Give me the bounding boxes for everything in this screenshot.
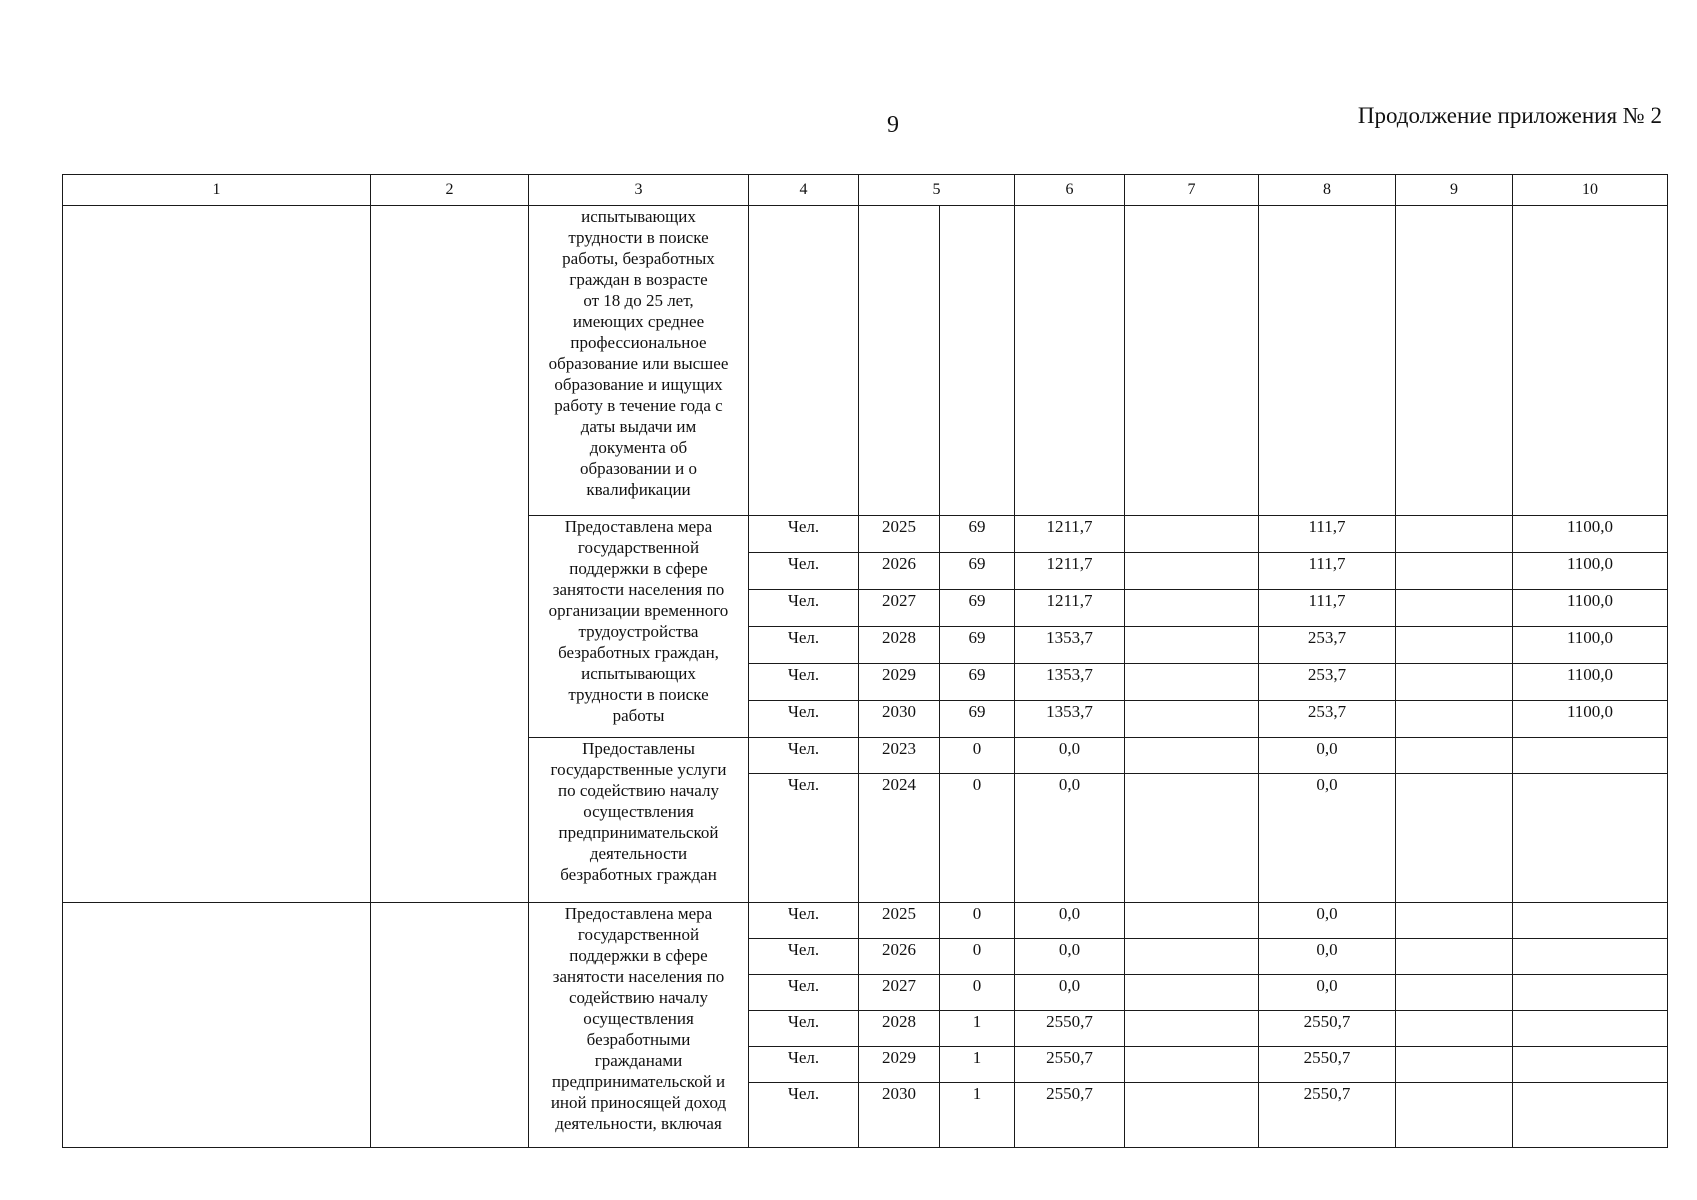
col8-value: 0,0 bbox=[1259, 903, 1396, 939]
data-table bbox=[62, 174, 1668, 1148]
col6-value: 0,0 bbox=[1015, 903, 1125, 939]
col10-value bbox=[1513, 206, 1668, 516]
col9-value bbox=[1396, 516, 1513, 553]
col8-value: 2550,7 bbox=[1259, 1083, 1396, 1148]
col6-value: 1211,7 bbox=[1015, 590, 1125, 627]
year-cell: 2025 bbox=[859, 903, 940, 939]
unit-cell: Чел. bbox=[749, 738, 859, 774]
year-cell: 2029 bbox=[859, 664, 940, 701]
count-cell: 69 bbox=[940, 553, 1015, 590]
col10-value bbox=[1513, 939, 1668, 975]
year-cell: 2029 bbox=[859, 1047, 940, 1083]
col7-value bbox=[1125, 664, 1259, 701]
unit-cell bbox=[749, 206, 859, 516]
col9-value bbox=[1396, 206, 1513, 516]
col8-value: 253,7 bbox=[1259, 627, 1396, 664]
col6-value: 2550,7 bbox=[1015, 1047, 1125, 1083]
col8-value: 111,7 bbox=[1259, 553, 1396, 590]
col6-value: 2550,7 bbox=[1015, 1011, 1125, 1047]
count-cell: 0 bbox=[940, 939, 1015, 975]
col6-value bbox=[1015, 206, 1125, 516]
col8-value: 253,7 bbox=[1259, 664, 1396, 701]
page-number: 9 bbox=[887, 112, 899, 138]
header-row bbox=[63, 175, 1668, 206]
table-row bbox=[63, 206, 1668, 516]
count-cell: 0 bbox=[940, 903, 1015, 939]
col9-value bbox=[1396, 664, 1513, 701]
table-body bbox=[63, 206, 1668, 1148]
col7-value bbox=[1125, 1047, 1259, 1083]
col6-value: 0,0 bbox=[1015, 774, 1125, 903]
col8-value bbox=[1259, 206, 1396, 516]
count-cell: 1 bbox=[940, 1011, 1015, 1047]
continuation-title: Продолжение приложения № 2 bbox=[1357, 103, 1662, 128]
unit-cell: Чел. bbox=[749, 939, 859, 975]
col10-value bbox=[1513, 975, 1668, 1011]
col9-value bbox=[1396, 1083, 1513, 1148]
col8-value: 2550,7 bbox=[1259, 1011, 1396, 1047]
col7-value bbox=[1125, 774, 1259, 903]
count-cell: 69 bbox=[940, 590, 1015, 627]
col10-value bbox=[1513, 903, 1668, 939]
col9-value bbox=[1396, 975, 1513, 1011]
col8-value: 111,7 bbox=[1259, 590, 1396, 627]
col10-value bbox=[1513, 1047, 1668, 1083]
col8-value: 111,7 bbox=[1259, 516, 1396, 553]
col7-value bbox=[1125, 1011, 1259, 1047]
col10-value: 1100,0 bbox=[1513, 590, 1668, 627]
col10-value: 1100,0 bbox=[1513, 664, 1668, 701]
col7-value bbox=[1125, 206, 1259, 516]
unit-cell: Чел. bbox=[749, 774, 859, 903]
year-cell: 2030 bbox=[859, 1083, 940, 1148]
year-cell bbox=[859, 206, 940, 516]
col8-value: 2550,7 bbox=[1259, 1047, 1396, 1083]
col7-value bbox=[1125, 903, 1259, 939]
unit-cell: Чел. bbox=[749, 590, 859, 627]
measure-description: Предоставлены государственные услуги по содействию началу осуществления предпринимательской деятельности безработных граждан bbox=[529, 738, 749, 903]
count-cell: 69 bbox=[940, 516, 1015, 553]
count-cell: 1 bbox=[940, 1047, 1015, 1083]
group-col2-cell bbox=[371, 903, 529, 1148]
unit-cell: Чел. bbox=[749, 903, 859, 939]
table-row bbox=[63, 903, 1668, 939]
year-cell: 2025 bbox=[859, 516, 940, 553]
col7-value bbox=[1125, 1083, 1259, 1148]
col6-value: 1353,7 bbox=[1015, 664, 1125, 701]
col9-value bbox=[1396, 627, 1513, 664]
unit-cell: Чел. bbox=[749, 1083, 859, 1148]
year-cell: 2028 bbox=[859, 627, 940, 664]
measure-description: Предоставлена мера государственной поддержки в сфере занятости населения по организации временного трудоустройства безработных граждан, испытывающих трудности в поиске работы bbox=[529, 516, 749, 738]
column-header-3: 3 bbox=[529, 175, 749, 206]
col9-value bbox=[1396, 1047, 1513, 1083]
count-cell bbox=[940, 206, 1015, 516]
year-cell: 2027 bbox=[859, 975, 940, 1011]
col8-value: 0,0 bbox=[1259, 738, 1396, 774]
measure-description: Предоставлена мера государственной поддержки в сфере занятости населения по содействию началу осуществления безработными гражданами предпринимательской и иной приносящей доход деятельности, включая bbox=[529, 903, 749, 1148]
column-header-2: 2 bbox=[371, 175, 529, 206]
col6-value: 1211,7 bbox=[1015, 516, 1125, 553]
col9-value bbox=[1396, 553, 1513, 590]
year-cell: 2023 bbox=[859, 738, 940, 774]
year-cell: 2030 bbox=[859, 701, 940, 738]
col8-value: 253,7 bbox=[1259, 701, 1396, 738]
col10-value bbox=[1513, 1011, 1668, 1047]
column-header-6: 6 bbox=[1015, 175, 1125, 206]
col8-value: 0,0 bbox=[1259, 774, 1396, 903]
group-col1-cell bbox=[63, 206, 371, 903]
col9-value bbox=[1396, 738, 1513, 774]
col7-value bbox=[1125, 939, 1259, 975]
count-cell: 69 bbox=[940, 664, 1015, 701]
count-cell: 0 bbox=[940, 738, 1015, 774]
col6-value: 1353,7 bbox=[1015, 701, 1125, 738]
col7-value bbox=[1125, 738, 1259, 774]
column-header-9: 9 bbox=[1396, 175, 1513, 206]
col10-value bbox=[1513, 774, 1668, 903]
count-cell: 1 bbox=[940, 1083, 1015, 1148]
col7-value bbox=[1125, 627, 1259, 664]
col6-value: 0,0 bbox=[1015, 738, 1125, 774]
col10-value: 1100,0 bbox=[1513, 701, 1668, 738]
column-header-4: 4 bbox=[749, 175, 859, 206]
year-cell: 2026 bbox=[859, 939, 940, 975]
column-header-1: 1 bbox=[63, 175, 371, 206]
col6-value: 0,0 bbox=[1015, 975, 1125, 1011]
unit-cell: Чел. bbox=[749, 664, 859, 701]
col6-value: 2550,7 bbox=[1015, 1083, 1125, 1148]
col10-value bbox=[1513, 1083, 1668, 1148]
col7-value bbox=[1125, 590, 1259, 627]
col10-value: 1100,0 bbox=[1513, 516, 1668, 553]
unit-cell: Чел. bbox=[749, 701, 859, 738]
unit-cell: Чел. bbox=[749, 516, 859, 553]
measure-description: испытывающих трудности в поиске работы, безработных граждан в возрасте от 18 до 25 лет, имеющих среднее профессиональное образование или высшее образование и ищущих работу в течение года с даты выдачи им документа об образовании и о квалификации bbox=[529, 206, 749, 516]
group-col1-cell bbox=[63, 903, 371, 1148]
col7-value bbox=[1125, 553, 1259, 590]
col6-value: 0,0 bbox=[1015, 939, 1125, 975]
col6-value: 1353,7 bbox=[1015, 627, 1125, 664]
unit-cell: Чел. bbox=[749, 975, 859, 1011]
count-cell: 69 bbox=[940, 627, 1015, 664]
column-header-5: 5 bbox=[859, 175, 1015, 206]
year-cell: 2027 bbox=[859, 590, 940, 627]
unit-cell: Чел. bbox=[749, 1011, 859, 1047]
col9-value bbox=[1396, 774, 1513, 903]
column-header-8: 8 bbox=[1259, 175, 1396, 206]
year-cell: 2028 bbox=[859, 1011, 940, 1047]
col7-value bbox=[1125, 516, 1259, 553]
col10-value bbox=[1513, 738, 1668, 774]
col10-value: 1100,0 bbox=[1513, 553, 1668, 590]
count-cell: 0 bbox=[940, 975, 1015, 1011]
group-col2-cell bbox=[371, 206, 529, 903]
unit-cell: Чел. bbox=[749, 1047, 859, 1083]
col7-value bbox=[1125, 975, 1259, 1011]
col8-value: 0,0 bbox=[1259, 939, 1396, 975]
column-header-7: 7 bbox=[1125, 175, 1259, 206]
year-cell: 2024 bbox=[859, 774, 940, 903]
count-cell: 69 bbox=[940, 701, 1015, 738]
col9-value bbox=[1396, 701, 1513, 738]
col9-value bbox=[1396, 903, 1513, 939]
count-cell: 0 bbox=[940, 774, 1015, 903]
column-header-10: 10 bbox=[1513, 175, 1668, 206]
year-cell: 2026 bbox=[859, 553, 940, 590]
col10-value: 1100,0 bbox=[1513, 627, 1668, 664]
unit-cell: Чел. bbox=[749, 553, 859, 590]
col9-value bbox=[1396, 939, 1513, 975]
col8-value: 0,0 bbox=[1259, 975, 1396, 1011]
col9-value bbox=[1396, 1011, 1513, 1047]
col6-value: 1211,7 bbox=[1015, 553, 1125, 590]
col7-value bbox=[1125, 701, 1259, 738]
unit-cell: Чел. bbox=[749, 627, 859, 664]
col9-value bbox=[1396, 590, 1513, 627]
